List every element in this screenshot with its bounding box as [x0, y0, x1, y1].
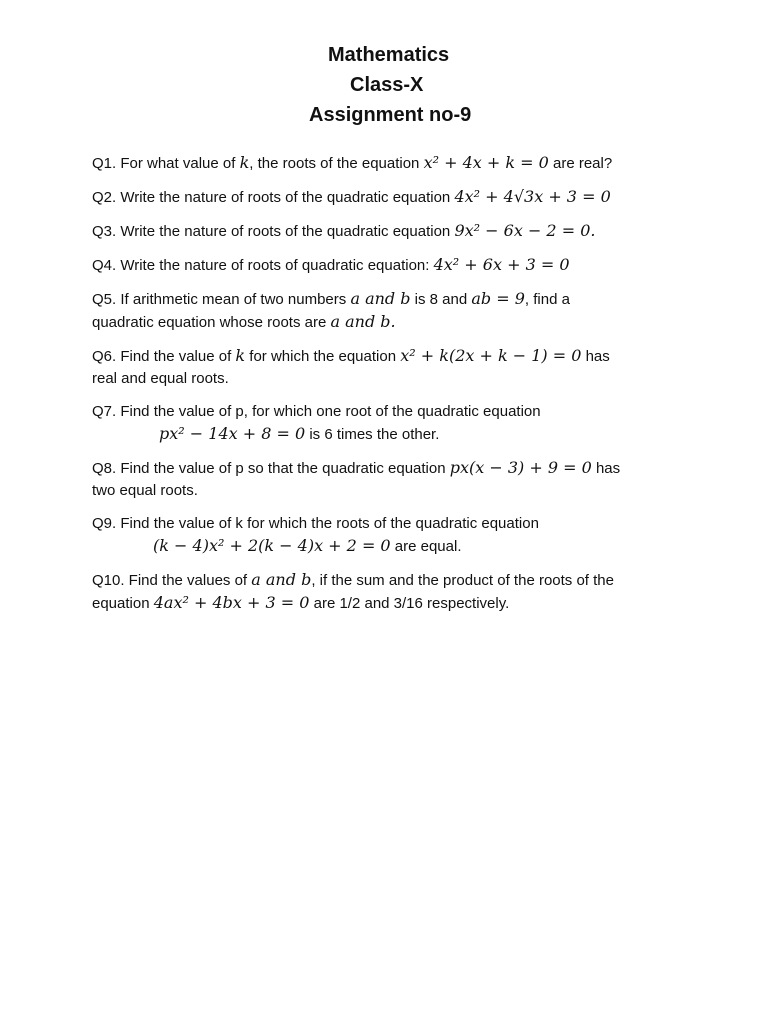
question-6-line-1: Q6. Find the value of k for which the equation x² + k(2x + k − 1) = 0 has — [92, 346, 610, 365]
subject-title: Mathematics — [328, 44, 450, 66]
math-expression: k — [235, 346, 246, 365]
question-9 — [92, 513, 692, 558]
math-expression: 9x² − 6x − 2 = 0. — [454, 221, 596, 240]
question-9-line-2: (k − 4)x² + 2(k − 4)x + 2 = 0 are equal. — [153, 536, 462, 555]
math-expression: x² + k(2x + k − 1) = 0 — [400, 346, 582, 365]
math-expression: 4x² + 6x + 3 = 0 — [433, 255, 570, 274]
question-6 — [92, 345, 692, 390]
question-7-line-2: px² − 14x + 8 = 0 is 6 times the other. — [159, 424, 440, 443]
math-expression: px² − 14x + 8 = 0 — [159, 424, 306, 443]
math-expression: 4x² + 4√3x + 3 = 0 — [454, 187, 611, 206]
question-6-line-2: real and equal roots. — [92, 370, 229, 387]
math-expression: x² + 4x + k = 0 — [423, 153, 549, 172]
question-4 — [92, 254, 692, 277]
question-5-line-1: Q5. If arithmetic mean of two numbers a and b is 8 and ab = 9, find a — [92, 289, 570, 308]
question-8 — [92, 457, 692, 502]
question-list — [92, 152, 692, 626]
question-10-line-2: equation 4ax² + 4bx + 3 = 0 are 1/2 and 3/16 respectively. — [92, 593, 510, 612]
question-8-line-1: Q8. Find the value of p so that the quadratic equation px(x − 3) + 9 = 0 has — [92, 458, 621, 477]
math-expression: a and b. — [330, 312, 396, 331]
math-expression: a and b — [251, 570, 312, 589]
question-8-line-2: two equal roots. — [92, 482, 198, 499]
question-3 — [92, 220, 692, 243]
math-expression: a and b — [350, 289, 411, 308]
question-7-line-1: Q7. Find the value of p, for which one root of the quadratic equation — [92, 403, 541, 420]
math-expression: ab = 9 — [471, 289, 525, 308]
question-9-line-1: Q9. Find the value of k for which the roots of the quadratic equation — [92, 515, 539, 532]
question-4-line-1: Q4. Write the nature of roots of quadratic equation: 4x² + 6x + 3 = 0 — [92, 255, 570, 274]
question-5 — [92, 288, 692, 334]
question-3-line-1: Q3. Write the nature of roots of the quadratic equation 9x² − 6x − 2 = 0. — [92, 221, 596, 240]
question-1 — [92, 152, 692, 175]
assignment-title: Assignment no-9 — [309, 104, 472, 126]
math-expression: (k − 4)x² + 2(k − 4)x + 2 = 0 — [153, 536, 391, 555]
math-expression: k — [239, 153, 250, 172]
question-7 — [92, 401, 692, 446]
question-10-line-1: Q10. Find the values of a and b, if the sum and the product of the roots of the — [92, 570, 614, 589]
class-title: Class-X — [350, 74, 424, 96]
math-expression: 4ax² + 4bx + 3 = 0 — [153, 593, 310, 612]
math-expression: px(x − 3) + 9 = 0 — [449, 458, 592, 477]
question-2-line-1: Q2. Write the nature of roots of the quadratic equation 4x² + 4√3x + 3 = 0 — [92, 187, 611, 206]
question-2 — [92, 186, 692, 209]
question-5-line-2: quadratic equation whose roots are a and b. — [92, 312, 396, 331]
question-1-line-1: Q1. For what value of k, the roots of the equation x² + 4x + k = 0 are real? — [92, 153, 613, 172]
question-10 — [92, 569, 692, 615]
